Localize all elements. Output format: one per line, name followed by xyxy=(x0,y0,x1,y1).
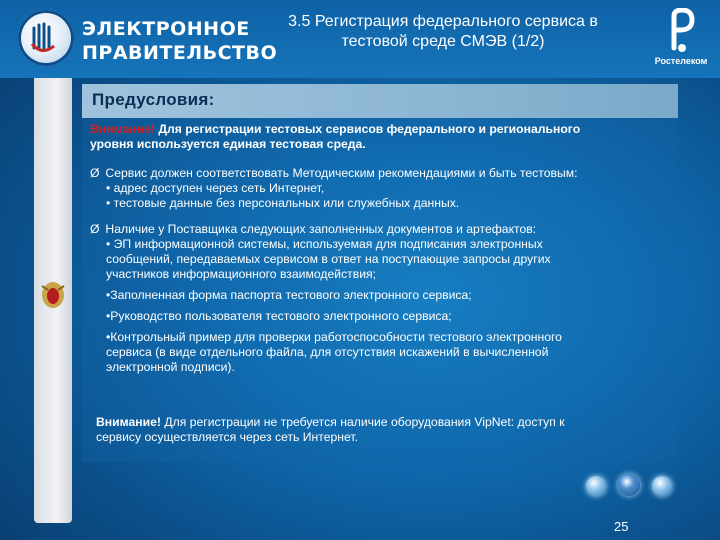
requirement-block-1 xyxy=(90,166,670,211)
section-title: Предусловия: xyxy=(92,90,215,109)
requirement-1-lead xyxy=(90,166,670,181)
warning-1-line2: уровня используется единая тестовая среда. xyxy=(90,137,366,151)
warning-2-line2: сервису осуществляется через сеть Интернет. xyxy=(96,430,359,444)
rostelecom-logo xyxy=(648,6,714,72)
warning-1-line1 xyxy=(90,122,670,137)
list-item: •Руководство пользователя тестового электронного сервиса; xyxy=(106,309,452,323)
arrow-bullet-icon: Ø xyxy=(90,166,100,180)
header xyxy=(0,0,720,78)
requirement-1-lead-text: Сервис должен соответствовать Методическим рекомендациями и быть тестовым: xyxy=(102,166,578,180)
slide-title-line2: тестовой среде СМЭВ (1/2) xyxy=(341,33,545,50)
warning-notice-2 xyxy=(96,415,666,445)
list-item: сообщений, передаваемых сервисом в ответ на поступающие запросы других xyxy=(106,252,551,266)
slide-navigation xyxy=(586,472,686,502)
e-government-logo xyxy=(18,10,278,68)
warning-notice-1 xyxy=(90,122,670,152)
warning-1-text: Для регистрации тестовых сервисов федерального и регионального xyxy=(154,122,581,136)
warning-2-label: Внимание! xyxy=(96,415,161,429)
list-item: • адрес доступен через сеть Интернет, xyxy=(106,181,325,195)
slide-title-line1: 3.5 Регистрация федерального сервиса в xyxy=(288,13,598,30)
logo-text-line1: ЭЛЕКТРОННОЕ xyxy=(82,18,250,40)
requirement-2-lead-text: Наличие у Поставщика следующих заполненных документов и артефактов: xyxy=(102,222,537,236)
nav-dot-icon[interactable] xyxy=(586,476,606,496)
rostelecom-logo-text: Ростелеком xyxy=(654,56,708,66)
list-item: •Контрольный пример для проверки работоспособности тестового электронного xyxy=(106,330,562,344)
requirement-2-lead xyxy=(90,222,670,237)
list-item: • тестовые данные без персональных или служебных данных. xyxy=(106,196,460,210)
page-number: 25 xyxy=(614,519,629,534)
list-item: • ЭП информационной системы, используемая для подписания электронных xyxy=(106,237,543,251)
warning-1-label: Внимание! xyxy=(90,122,155,136)
warning-2-text: Для регистрации не требуется наличие оборудования VipNet: доступ к xyxy=(160,415,565,429)
list-item: сервиса (в виде отдельного файла, для отсутствия искажений в вычисленной xyxy=(106,345,549,359)
logo-text-line2: ПРАВИТЕЛЬСТВО xyxy=(82,42,278,64)
warning-2-line1 xyxy=(96,415,666,430)
hand-pointer-icon xyxy=(18,10,74,66)
requirement-block-2 xyxy=(90,222,670,375)
slide-title xyxy=(238,12,648,52)
emblem-icon xyxy=(40,280,66,310)
nav-dot-icon[interactable] xyxy=(618,474,640,496)
rostelecom-logo-icon xyxy=(666,8,696,54)
arrow-bullet-icon: Ø xyxy=(90,222,100,236)
nav-dot-icon[interactable] xyxy=(652,476,672,496)
list-item: •Заполненная форма паспорта тестового электронного сервиса; xyxy=(106,288,472,302)
list-item: участников информационного взаимодействия; xyxy=(106,267,377,281)
list-item: электронной подписи). xyxy=(106,360,235,374)
